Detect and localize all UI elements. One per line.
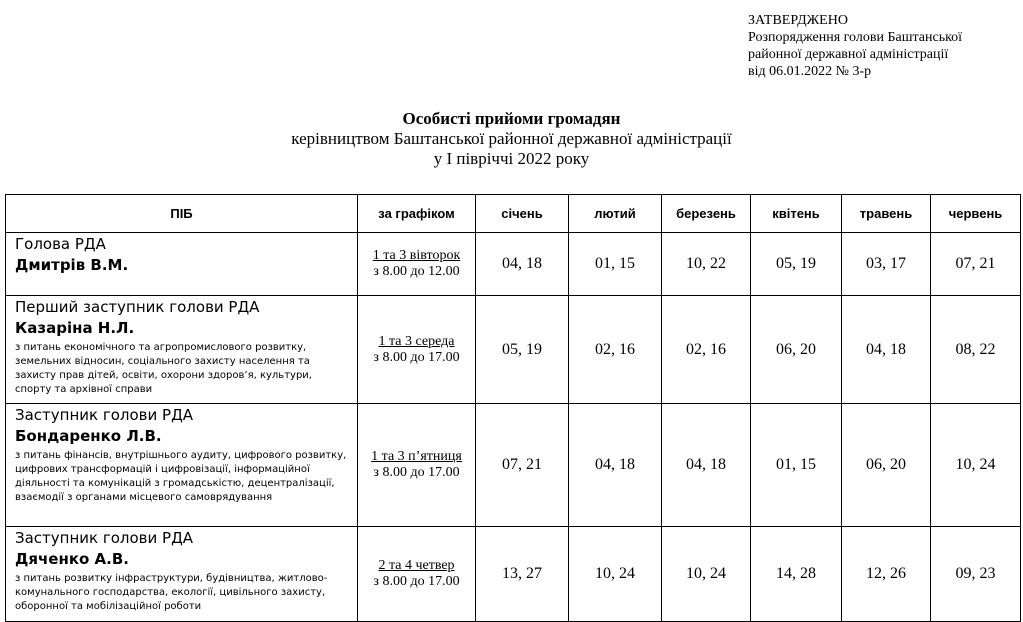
date-cell: 06, 20 <box>751 296 842 404</box>
date-cell: 07, 21 <box>931 233 1021 296</box>
official-name: Бондаренко Л.В. <box>15 427 162 445</box>
date-cell: 07, 21 <box>476 404 569 527</box>
date-cell: 14, 28 <box>751 527 842 622</box>
header-month: травень <box>842 195 931 233</box>
date-cell: 01, 15 <box>751 404 842 527</box>
header-schedule: за графіком <box>358 195 476 233</box>
official-position: Перший заступник голови РДА <box>15 298 260 316</box>
date-cell: 12, 26 <box>842 527 931 622</box>
table-row <box>6 527 1021 622</box>
date-cell: 08, 22 <box>931 296 1021 404</box>
date-cell: 10, 24 <box>569 527 662 622</box>
approval-stamp <box>748 12 962 80</box>
schedule-cell <box>358 296 476 404</box>
official-cell <box>6 296 358 404</box>
official-position: Голова РДА <box>15 235 106 253</box>
title-line-2: керівництвом Баштанської районної державної адміністрації <box>291 129 732 148</box>
date-cell: 10, 22 <box>662 233 751 296</box>
schedule-days: 2 та 4 четвер <box>378 558 455 573</box>
date-cell: 05, 19 <box>476 296 569 404</box>
date-cell: 04, 18 <box>476 233 569 296</box>
official-position: Заступник голови РДА <box>15 406 194 424</box>
title-line-1: Особисті прийоми громадян <box>402 109 621 128</box>
table-header-row <box>6 195 1021 233</box>
schedule-cell <box>358 233 476 296</box>
schedule-hours: з 8.00 до 12.00 <box>373 264 460 279</box>
header-month: квітень <box>751 195 842 233</box>
date-cell: 02, 16 <box>662 296 751 404</box>
date-cell: 10, 24 <box>662 527 751 622</box>
title-line-3: у І півріччі 2022 року <box>433 149 590 168</box>
official-duties: з питань фінансів, внутрішнього аудиту, цифрового розвитку, цифрових трансформацій і цифровізації, інформаційної діяльності та комунікацій з громадськістю, децентралізації, взаємодії з органами місцевого самоврядування <box>15 450 347 503</box>
schedule-hours: з 8.00 до 17.00 <box>373 465 460 480</box>
schedule-cell <box>358 404 476 527</box>
date-cell: 03, 17 <box>842 233 931 296</box>
header-name: ПІБ <box>6 195 358 233</box>
document-title <box>0 109 1023 169</box>
reception-schedule-table <box>5 194 1021 622</box>
official-cell <box>6 527 358 622</box>
date-cell: 04, 18 <box>842 296 931 404</box>
schedule-days: 1 та 3 п’ятниця <box>371 449 462 464</box>
date-cell: 10, 24 <box>931 404 1021 527</box>
official-position: Заступник голови РДА <box>15 529 194 547</box>
header-month: січень <box>476 195 569 233</box>
approval-line-1: Розпорядження голови Баштанської <box>748 30 963 45</box>
official-cell <box>6 233 358 296</box>
date-cell: 06, 20 <box>842 404 931 527</box>
date-cell: 04, 18 <box>662 404 751 527</box>
schedule-days: 1 та 3 вівторок <box>372 248 461 263</box>
official-duties: з питань розвитку інфраструктури, будівництва, житлово-комунального господарства, екології, цивільного захисту, оборонної та мобілізаційної роботи <box>15 573 328 612</box>
table-row <box>6 404 1021 527</box>
header-month: лютий <box>569 195 662 233</box>
schedule-cell <box>358 527 476 622</box>
schedule-days: 1 та 3 середа <box>378 333 455 349</box>
date-cell: 09, 23 <box>931 527 1021 622</box>
date-cell: 13, 27 <box>476 527 569 622</box>
schedule-hours: з 8.00 до 17.00 <box>373 574 460 589</box>
date-cell: 01, 15 <box>569 233 662 296</box>
official-duties: з питань економічного та агропромислового розвитку, земельних відносин, соціального захисту населення та захисту прав дітей, освіти, охорони здоров’я, культури, спорту та архівної справи <box>15 342 312 395</box>
header-month: червень <box>931 195 1021 233</box>
official-name: Казаріна Н.Л. <box>15 319 135 337</box>
date-cell: 04, 18 <box>569 404 662 527</box>
header-month: березень <box>662 195 751 233</box>
schedule-hours: з 8.00 до 17.00 <box>373 349 460 365</box>
approval-line-2: районної державної адміністрації <box>748 47 949 62</box>
official-cell <box>6 404 358 527</box>
approval-status: ЗАТВЕРДЖЕНО <box>748 13 848 28</box>
date-cell: 02, 16 <box>569 296 662 404</box>
official-name: Дмитрів В.М. <box>15 256 129 274</box>
official-name: Дяченко А.В. <box>15 550 129 568</box>
table-row <box>6 233 1021 296</box>
approval-line-3: від 06.01.2022 № 3-р <box>748 64 872 79</box>
table-row <box>6 296 1021 404</box>
date-cell: 05, 19 <box>751 233 842 296</box>
